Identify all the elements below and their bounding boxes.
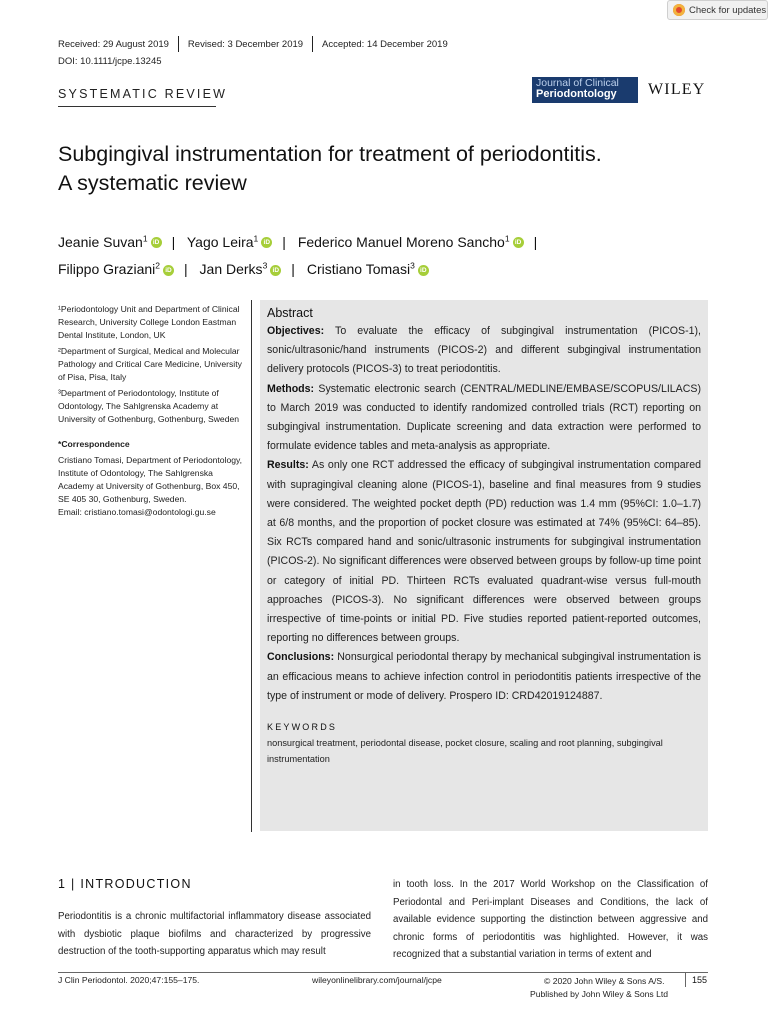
abstract-results: Results: As only one RCT addressed the efficacy of subgingival instrumentation compared with supragingival cleaning alone (PICOS-1), baseline and final measures from 9 studies were considered. The weighted pocket depth (PD) reduction was 1.4 mm (95%CI: 1.0–1.7) at 6/8 months, and the proportion of pocket closure was estimated at 74% (95%CI: 64–85). Six RCTs compared hand and sonic/ultrasonic instruments for subgingival instrumentation (PICOS-2). No significant differences were observed between groups by follow-up time point or category of initial PD. Thirteen RCTs evaluated quadrant-wise versus full-mouth approaches (PICOS-3). No significant differences were observed between groups irrespective of time-points or initial PD. Five studies reported patient-reported outcomes, reporting no differences between groups. xyxy=(267,459,701,645)
section-rule xyxy=(58,106,216,107)
publisher-logo[interactable]: WILEY xyxy=(648,81,706,98)
introduction-text-left: Periodontitis is a chronic multifactorial inflammatory disease associated with dysbiotic plaque biofilms and characterized by progressive destruction of the tooth-supporting apparatus which may result xyxy=(58,911,371,957)
affiliation: ²Department of Surgical, Medical and Molecular Pathology and Critical Care Medicine, University of Pisa, Pisa, Italy xyxy=(58,346,242,382)
column-rule xyxy=(251,300,252,832)
author-list xyxy=(58,226,718,281)
keywords-heading: KEYWORDS xyxy=(267,722,338,733)
author[interactable]: Federico Manuel Moreno Sancho$^1$ iD xyxy=(298,234,526,250)
orcid-icon[interactable]: iD xyxy=(261,237,272,248)
journal-logo[interactable] xyxy=(532,77,638,103)
abstract-objectives: Objectives: To evaluate the efficacy of subgingival instrumentation (PICOS-1), sonic/ultrasonic/hand instruments (PICOS-2) and different subgingival instrumentation delivery protocols (PICOS-3) to treat periodontitis. xyxy=(267,325,701,376)
title-line-1: Subgingival instrumentation for treatment of periodontitis. xyxy=(58,142,602,166)
orcid-icon[interactable]: iD xyxy=(418,265,429,276)
affiliations xyxy=(58,303,246,522)
update-badge-icon xyxy=(673,4,685,16)
abstract-box xyxy=(260,300,708,831)
title-line-2: A systematic review xyxy=(58,171,247,195)
article-history xyxy=(58,36,448,52)
abstract-heading: Abstract xyxy=(267,306,313,320)
doi-link[interactable]: DOI: 10.1111/jcpe.13245 xyxy=(58,56,162,67)
affiliation: ¹Periodontology Unit and Department of Clinical Research, University College London Eastman Dental Institute, London, UK xyxy=(58,304,240,340)
copyright-line: © 2020 John Wiley & Sons A/S. xyxy=(544,976,665,986)
article-title xyxy=(58,140,718,198)
revised-date: Revised: 3 December 2019 xyxy=(187,38,304,50)
introduction-heading: 1 | INTRODUCTION xyxy=(58,877,192,891)
abstract-conclusions: Conclusions: Nonsurgical periodontal therapy by mechanical subgingival instrumentation is an efficacious means to achieve infection control in periodontitis patients irrespective of the type of instrument or mode of delivery. Prospero ID: CRD42019124887. xyxy=(267,651,701,702)
orcid-icon[interactable]: iD xyxy=(513,237,524,248)
divider xyxy=(178,36,179,52)
divider xyxy=(312,36,313,52)
orcid-icon[interactable]: iD xyxy=(270,265,281,276)
published-line: Published by John Wiley & Sons Ltd xyxy=(530,989,669,999)
correspondence-text: Cristiano Tomasi, Department of Periodontology, Institute of Odontology, The Sahlgrenska Academy at University of Gothenburg, Box 450, SE 405 30, Gothenburg, Sweden. xyxy=(58,455,243,504)
page-number: 155 xyxy=(692,975,708,985)
received-date: Received: 29 August 2019 xyxy=(58,38,169,50)
divider: | xyxy=(291,261,295,278)
correspondence-heading: *Correspondence xyxy=(58,439,130,449)
keywords: nonsurgical treatment, periodontal disease, pocket closure, scaling and root planning, subgingival instrumentation xyxy=(267,738,663,765)
footer-divider xyxy=(685,973,686,987)
footer-url[interactable]: wileyonlinelibrary.com/journal/jcpe xyxy=(312,975,442,985)
check-for-updates-label: Check for updates xyxy=(689,4,767,16)
footer-citation: J Clin Periodontol. 2020;47:155–175. xyxy=(58,975,200,985)
divider: | xyxy=(171,233,176,250)
divider: | xyxy=(184,261,188,278)
introduction-text-right: in tooth loss. In the 2017 World Workshop on the Classification of Periodontal and Peri-implant Diseases and Conditions, the lack of available evidence supporting the distinction between aggressive and chronic forms of periodontitis was highlighted. However, it was recognized that a substantial variation in terms of extent and xyxy=(393,879,708,960)
affiliation: ³Department of Periodontology, Institute of Odontology, The Sahlgrenska Academy at University of Gothenburg, Gothenburg, Sweden xyxy=(58,388,240,424)
section-label: SYSTEMATIC REVIEW xyxy=(58,87,228,101)
journal-logo-line1: Journal of Clinical xyxy=(536,77,619,89)
orcid-icon[interactable]: iD xyxy=(151,237,162,248)
author[interactable]: Jan Derks$^3$ iD xyxy=(200,261,284,277)
abstract-methods: Methods: Systematic electronic search (CENTRAL/MEDLINE/EMBASE/SCOPUS/LILACS) to March 2019 was conducted to identify randomized controlled trials (RCT) reporting on subgingival instrumentation. Duplicate screening and data extraction were performed to formulate evidence tables and meta-analysis as appropriate. xyxy=(267,382,701,453)
correspondence-email[interactable]: Email: cristiano.tomasi@odontologi.gu.se xyxy=(58,507,216,517)
check-for-updates-button[interactable] xyxy=(667,0,768,20)
footer-rule xyxy=(58,972,708,973)
journal-logo-line2: Periodontology xyxy=(536,88,617,100)
orcid-icon[interactable]: iD xyxy=(163,265,174,276)
author[interactable]: Yago Leira$^1$ iD xyxy=(187,234,274,250)
footer-copyright xyxy=(530,975,680,1001)
divider: | xyxy=(533,233,538,250)
accepted-date: Accepted: 14 December 2019 xyxy=(322,38,448,50)
divider: | xyxy=(282,233,286,250)
author[interactable]: Filippo Graziani$^2$ iD xyxy=(58,261,176,277)
author[interactable]: Cristiano Tomasi$^3$ iD xyxy=(307,261,431,277)
author[interactable]: Jeanie Suvan$^1$ iD xyxy=(58,234,164,250)
